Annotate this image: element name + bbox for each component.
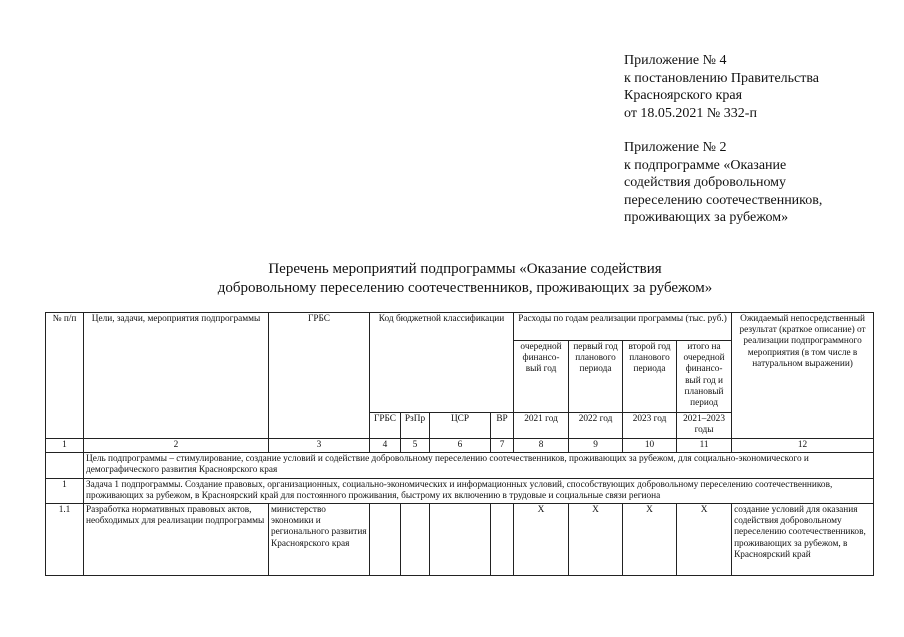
header-code-vr: ВР bbox=[491, 413, 514, 439]
appendix4-line: Приложение № 4 bbox=[624, 53, 727, 68]
column-numbers-row bbox=[46, 439, 874, 453]
header-current-year: очередной финансо-вый год bbox=[514, 341, 569, 413]
column-number: 9 bbox=[569, 439, 623, 453]
appendix2-line: к подпрограмме «Оказание bbox=[624, 157, 787, 173]
header-goals: Цели, задачи, мероприятия подпрограммы bbox=[84, 313, 269, 439]
header-first-year: первый год планового периода bbox=[569, 341, 623, 413]
goal-row bbox=[46, 453, 874, 478]
column-number: 4 bbox=[370, 439, 401, 453]
header-2021: 2021 год bbox=[514, 413, 569, 439]
task-text: Задача 1 подпрограммы. Создание правовых, организационных, социально-экономических и информационных условий, способствующих добровольному переселению соотечественников, проживающих за рубежом, в Красноярский край для постоянного проживания, быстрому их включению в трудовые и социальные связи региона bbox=[84, 478, 874, 503]
measure-2023: Х bbox=[623, 504, 677, 576]
header-grbs: ГРБС bbox=[269, 313, 370, 439]
column-number: 2 bbox=[84, 439, 269, 453]
task-row bbox=[46, 478, 874, 503]
measure-code-vr bbox=[491, 504, 514, 576]
goal-text: Цель подпрограммы – стимулирование, создание условий и содействие добровольному переселению соотечественников, проживающих за рубежом, для социально-экономического и демографического развития Красноярского края bbox=[84, 453, 874, 478]
header-total: итого на очередной финансо-вый год и плановый период bbox=[677, 341, 732, 413]
column-number: 7 bbox=[491, 439, 514, 453]
measure-2021: Х bbox=[514, 504, 569, 576]
appendix4-line: от 18.05.2021 № 332-п bbox=[624, 105, 757, 121]
appendix4-line: к постановлению Правительства bbox=[624, 70, 820, 86]
measure-grbs: министерство экономики и регионального развития Красноярского края bbox=[269, 504, 370, 576]
header-code-grbs: ГРБС bbox=[370, 413, 401, 439]
task-num: 1 bbox=[46, 478, 84, 503]
header-num: № п/п bbox=[46, 313, 84, 439]
measures-table bbox=[45, 312, 874, 576]
measure-result: создание условий для оказания содействия добровольному переселению соотечественников, проживающих за рубежом, в Красноярский край bbox=[732, 504, 874, 576]
column-number: 12 bbox=[732, 439, 874, 453]
header-code-rzpr: РзПр bbox=[401, 413, 430, 439]
header-result: Ожидаемый непосредственный результат (краткое описание) от реализации подпрограммного мероприятия (в том числе в натуральном выражении) bbox=[732, 313, 874, 439]
column-number: 6 bbox=[430, 439, 491, 453]
measure-row bbox=[46, 504, 874, 576]
document-title bbox=[140, 260, 790, 298]
column-number: 1 bbox=[46, 439, 84, 453]
header-2023: 2023 год bbox=[623, 413, 677, 439]
measure-total: Х bbox=[677, 504, 732, 576]
header-budget-code: Код бюджетной классификации bbox=[370, 313, 514, 413]
appendix2-line: переселению соотечественников, bbox=[624, 192, 823, 208]
header-2022: 2022 год bbox=[569, 413, 623, 439]
column-number: 11 bbox=[677, 439, 732, 453]
header-second-year: второй год планового периода bbox=[623, 341, 677, 413]
column-number: 5 bbox=[401, 439, 430, 453]
column-number: 8 bbox=[514, 439, 569, 453]
appendix2-line: проживающих за рубежом» bbox=[624, 210, 789, 225]
appendix2-line: содействия добровольному bbox=[624, 175, 787, 190]
appendix-header bbox=[624, 52, 884, 227]
measure-code-csr bbox=[430, 504, 491, 576]
measure-name: Разработка нормативных правовых актов, необходимых для реализации подпрограммы bbox=[84, 504, 269, 576]
measure-code-grbs bbox=[370, 504, 401, 576]
title-line-1: Перечень мероприятий подпрограммы «Оказание содействия bbox=[268, 261, 662, 277]
header-expenses: Расходы по годам реализации программы (тыс. руб.) bbox=[514, 313, 732, 341]
measure-2022: Х bbox=[569, 504, 623, 576]
measure-num: 1.1 bbox=[46, 504, 84, 576]
appendix2-line: Приложение № 2 bbox=[624, 140, 727, 155]
column-number: 3 bbox=[269, 439, 370, 453]
header-total-years: 2021–2023 годы bbox=[677, 413, 732, 439]
title-line-2: добровольному переселению соотечественников, проживающих за рубежом» bbox=[217, 280, 713, 296]
measure-code-rzpr bbox=[401, 504, 430, 576]
header-code-csr: ЦСР bbox=[430, 413, 491, 439]
appendix4-line: Красноярского края bbox=[624, 88, 743, 103]
column-number: 10 bbox=[623, 439, 677, 453]
